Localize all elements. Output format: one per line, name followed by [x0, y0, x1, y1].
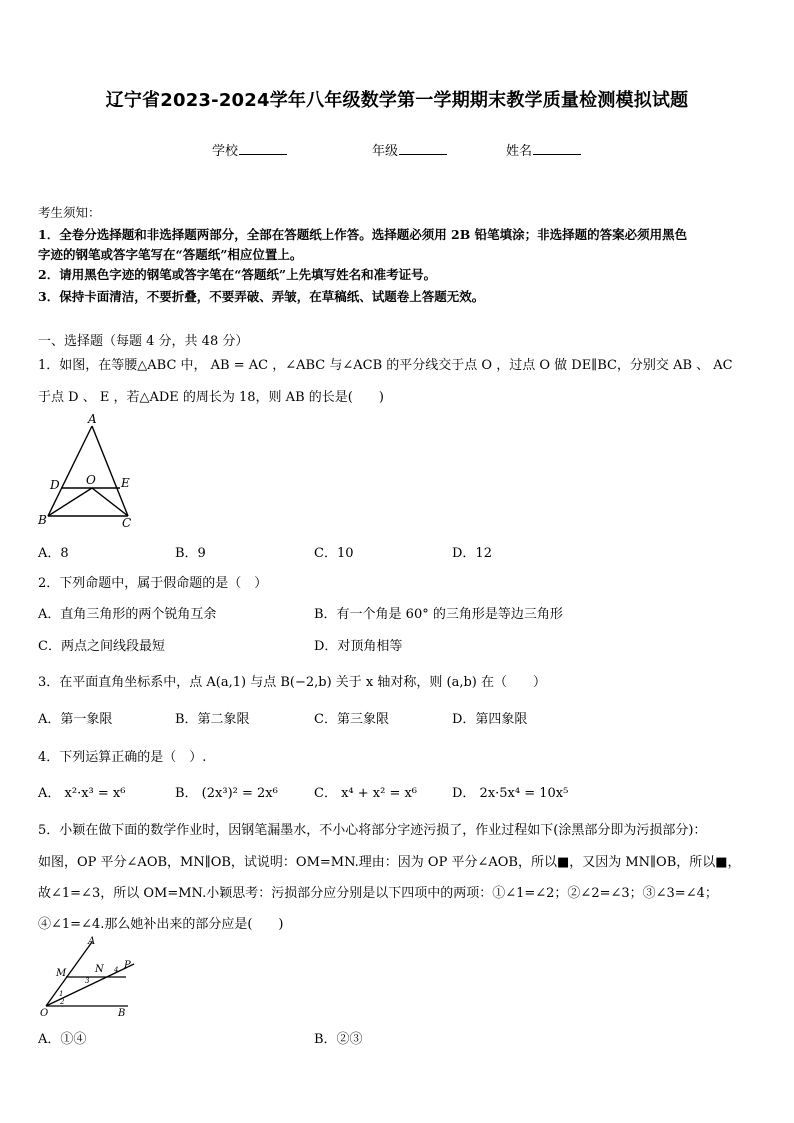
q1-triangle-figure — [36, 412, 140, 532]
q1-label-b: B — [38, 513, 47, 527]
q5-label-b: B — [118, 1008, 126, 1018]
q5-label-n: N — [95, 964, 104, 975]
q1-label-e: E — [121, 476, 130, 490]
q5-angle-2: 2 — [60, 998, 65, 1006]
q5-angle-1: 1 — [59, 990, 64, 998]
q2-option-d[interactable]: D．对顶角相等 — [314, 639, 403, 654]
q5-angle-3: 3 — [85, 977, 90, 985]
q5-stem-line4: ④∠1=∠4.那么她补出来的部分应是( ) — [38, 917, 284, 932]
page-title: 辽宁省2023-2024学年八年级数学第一学期期末教学质量检测模拟试题 — [105, 90, 689, 111]
section-title: 一、选择题（每题 4 分，共 48 分） — [38, 334, 249, 349]
q5-label-p: P — [124, 960, 131, 971]
q5-angle-figure — [36, 934, 142, 1018]
q1-label-d: D — [50, 478, 60, 492]
school-blank[interactable] — [239, 142, 287, 155]
q5-label-m: M — [56, 968, 67, 979]
q1-stem-line2: 于点 D 、 E ，若△ADE 的周长为 18，则 AB 的长是( ) — [38, 390, 384, 405]
q1-option-c[interactable]: C．10 — [314, 546, 354, 561]
school-label: 学校 — [212, 144, 239, 159]
q4-option-d[interactable]: D． 2x·5x⁴ = 10x⁵ — [452, 786, 569, 801]
q3-option-b[interactable]: B．第二象限 — [175, 712, 250, 727]
q1-label-c: C — [122, 516, 132, 530]
q5-option-a[interactable]: A．①④ — [38, 1032, 87, 1047]
q2-option-b[interactable]: B．有一个角是 60° 的三角形是等边三角形 — [314, 607, 563, 622]
q4-option-a[interactable]: A． x²·x³ = x⁶ — [38, 786, 126, 801]
q5-label-a: A — [88, 936, 96, 947]
name-field — [506, 140, 581, 159]
name-blank[interactable] — [533, 142, 581, 155]
q3-option-c[interactable]: C．第三象限 — [314, 712, 389, 727]
q1-option-b[interactable]: B．9 — [175, 546, 206, 561]
q5-angle-4: 4 — [114, 966, 119, 974]
q4-option-c[interactable]: C． x⁴ + x² = x⁶ — [314, 786, 418, 801]
notice-item: 1．全卷分选择题和非选择题两部分，全部在答题纸上作答。选择题必须用 2B 铅笔填涂；非选择题的答案必须用黑色 — [38, 227, 688, 242]
q1-stem-line1: 1．如图，在等腰△ABC 中， AB = AC ，∠ABC 与∠ACB 的平分线交于点 O ，过点 O 做 DE∥BC，分别交 AB 、 AC — [38, 358, 733, 373]
q5-stem-line1: 5．小颖在做下面的数学作业时，因钢笔漏墨水，不小心将部分字迹污损了，作业过程如下(涂黑部分即为污损部分)： — [38, 823, 707, 838]
q5-label-o: O — [40, 1008, 49, 1018]
q2-stem: 2．下列命题中，属于假命题的是（ ） — [38, 576, 268, 591]
notice-item: 3．保持卡面清洁，不要折叠，不要弄破、弄皱，在草稿纸、试题卷上答题无效。 — [38, 289, 485, 304]
q2-option-a[interactable]: A．直角三角形的两个锐角互余 — [38, 607, 217, 622]
notice-item: 字迹的钢笔或答字笔写在“答题纸”相应位置上。 — [38, 247, 303, 262]
q3-stem: 3．在平面直角坐标系中，点 A(a,1) 与点 B(−2,b) 关于 x 轴对称，则 (a,b) 在（ ） — [38, 675, 547, 690]
q5-stem-line2: 如图，OP 平分∠AOB，MN∥OB，试说明：OM=MN.理由：因为 OP 平分∠AOB，所以■，又因为 MN∥OB，所以■， — [38, 855, 741, 870]
q4-option-b[interactable]: B． (2x³)² = 2x⁶ — [175, 786, 278, 801]
q3-option-a[interactable]: A．第一象限 — [38, 712, 113, 727]
q3-option-d[interactable]: D．第四象限 — [452, 712, 528, 727]
q5-stem-line3: 故∠1=∠3，所以 OM=MN.小颖思考：污损部分应分别是以下四项中的两项：①∠1=∠2；②∠2=∠3；③∠3=∠4； — [38, 886, 718, 901]
grade-field — [372, 140, 447, 159]
notice-title: 考生须知： — [38, 205, 101, 220]
grade-label: 年级 — [372, 144, 399, 159]
q1-option-a[interactable]: A．8 — [38, 546, 69, 561]
q1-label-o: O — [86, 473, 96, 487]
q1-option-d[interactable]: D．12 — [452, 546, 492, 561]
q4-stem: 4．下列运算正确的是（ ）. — [38, 750, 207, 765]
q2-option-c[interactable]: C．两点之间线段最短 — [38, 639, 165, 654]
q5-option-b[interactable]: B．②③ — [314, 1032, 363, 1047]
notice-item: 2．请用黑色字迹的钢笔或答字笔在“答题纸”上先填写姓名和准考证号。 — [38, 267, 437, 282]
name-label: 姓名 — [506, 144, 533, 159]
school-field — [212, 140, 287, 159]
q1-label-a: A — [88, 412, 97, 426]
grade-blank[interactable] — [399, 142, 447, 155]
